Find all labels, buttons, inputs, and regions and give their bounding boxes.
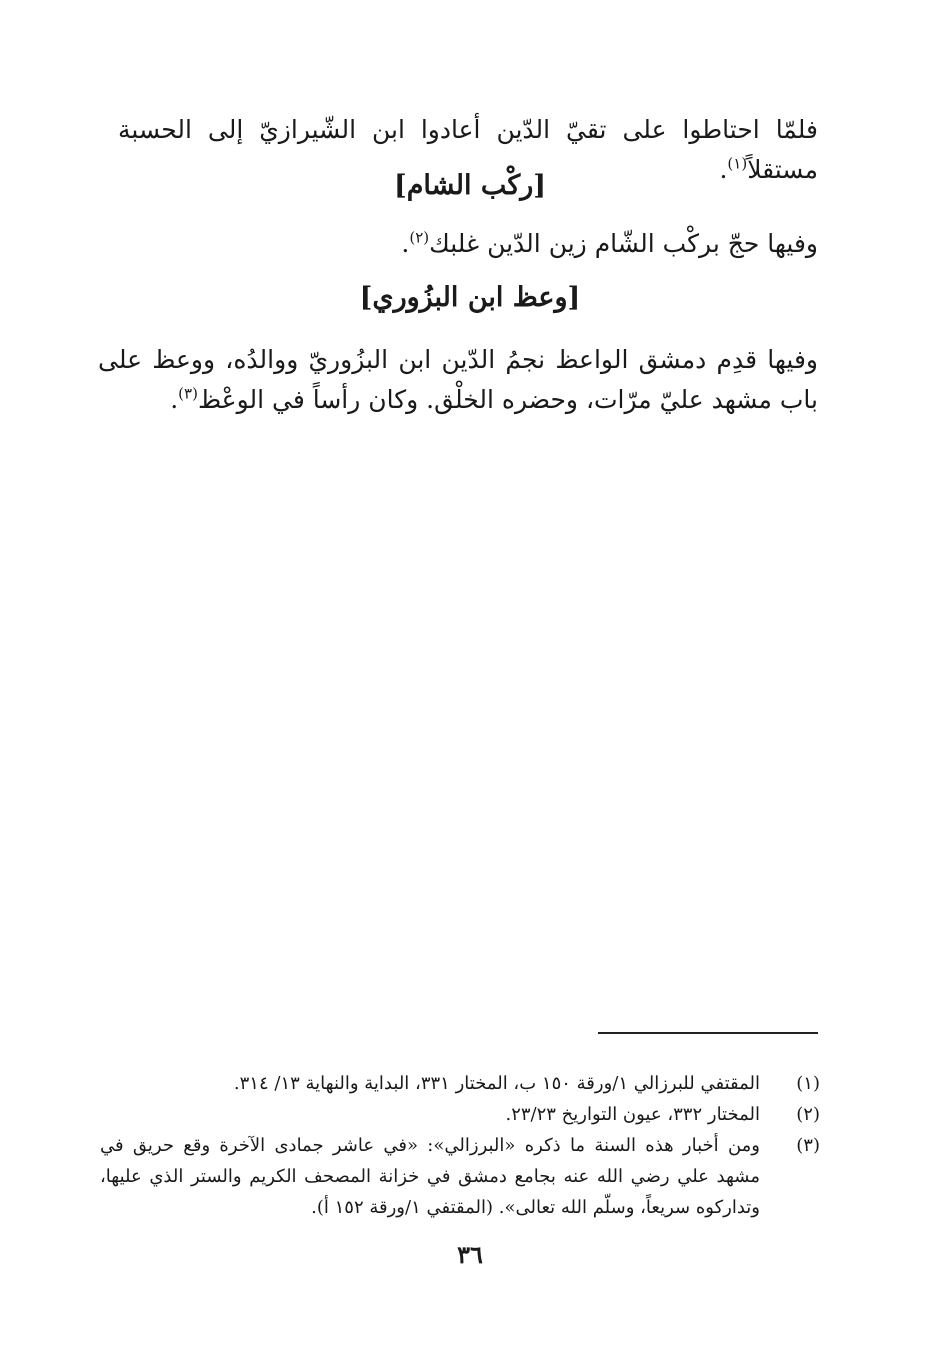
- footnote-ref-3: (٣): [178, 384, 198, 403]
- body-paragraph-1-text: فلمّا احتاطوا على تقيّ الدّين أعادوا ابن الشّيرازيّ إلى الحسبة مستقلاً: [118, 115, 818, 184]
- footnote-item: [100, 1130, 820, 1223]
- footnote-number: (٢): [796, 1104, 820, 1125]
- footnotes: [100, 1068, 820, 1223]
- footnote-ref-1: (١): [727, 154, 748, 173]
- footnote-text: المقتفي للبرزالي ١/ورقة ١٥٠ ب، المختار ٣٣١، البداية والنهاية ١٣/ ٣١٤.: [233, 1073, 760, 1094]
- page-number: ٣٦: [457, 1240, 483, 1269]
- section-heading-waaz-ibn-al-bazuri: [وعظ ابن البزُوري]: [359, 282, 581, 313]
- footnote-number: (١): [796, 1073, 820, 1094]
- footnote-text: المختار ٣٣٢، عيون التواريخ ٢٣/٢٣.: [505, 1104, 760, 1125]
- body-paragraph-2-text: وفيها حجّ بركْب الشّام زين الدّين غلبك: [429, 229, 818, 258]
- body-paragraph-1-end: .: [719, 155, 728, 184]
- footnote-separator: [598, 1032, 818, 1034]
- body-paragraph-2: [118, 224, 818, 264]
- body-paragraph-3-end: .: [170, 385, 179, 414]
- footnote-item: [100, 1099, 820, 1130]
- body-paragraph-3-text: وفيها قدِم دمشق الواعظ نجمُ الدّين ابن البزُوريّ ووالدُه، ووعظ على باب مشهد عليّ مرّات، وحضره الخلْق. وكان رأساً في الوعْظ: [98, 345, 818, 414]
- body-paragraph-2-end: .: [401, 229, 410, 258]
- body-paragraph-3: [98, 340, 818, 420]
- section-heading-rakb-al-sham: [ركْب الشام]: [393, 170, 547, 201]
- footnote-ref-2: (٢): [409, 228, 430, 247]
- footnote-item: [100, 1068, 820, 1099]
- footnote-number: (٣): [796, 1135, 820, 1156]
- footnote-text: ومن أخبار هذه السنة ما ذكره «البرزالي»: «في عاشر جمادى الآخرة وقع حريق في مشهد علي رضي الله عنه بجامع دمشق في خزانة المصحف الكريم والستر الذي عليها، وتداركوه سريعاً، وسلّم الله تعالى». (المقتفي ١/ورقة ١٥٢ أ).: [100, 1135, 760, 1218]
